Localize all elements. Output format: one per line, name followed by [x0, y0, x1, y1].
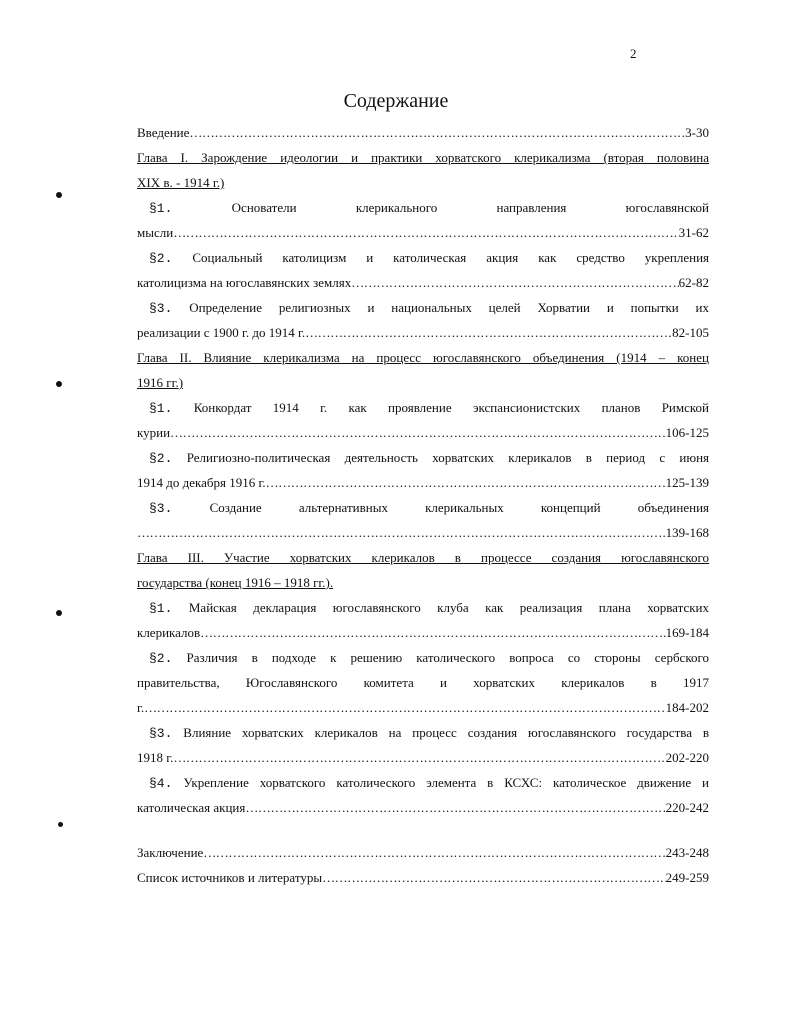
leader-dots	[203, 840, 665, 865]
toc-entry-1-3	[137, 295, 709, 320]
leader-dots	[173, 745, 665, 770]
toc-pages: 249-259	[665, 870, 709, 885]
toc-pages: 125-139	[665, 475, 709, 490]
toc-entry-1-1-cont	[137, 220, 709, 245]
toc-label: Список источников и литературы	[137, 870, 323, 885]
toc-label: Социальный католицизм и католическая акция как средство укрепления	[192, 250, 710, 265]
section-number: §2.	[149, 451, 173, 466]
toc-label: Религиозно-политическая деятельность хорватских клерикалов в период с июня	[186, 450, 709, 465]
chapter-3-title: Глава III. Участие хорватских клерикалов в процессе создания югославянского	[137, 550, 709, 565]
toc-entry-3-1-cont	[137, 620, 709, 645]
leader-dots	[266, 470, 666, 495]
margin-dot-3	[56, 610, 62, 616]
toc-label: Заключение	[137, 845, 204, 860]
toc-entry-2-3	[137, 495, 709, 520]
chapter-3-title-cont: государства (конец 1916 – 1918 гг.).	[137, 575, 334, 590]
leader-dots	[305, 320, 672, 345]
leader-dots	[173, 220, 678, 245]
toc-entry-3-3-cont	[137, 745, 709, 770]
toc-entry-3-2-mid: правительства, Югославянского комитета и хорватских клерикалов в 1917	[137, 675, 709, 690]
toc-pages: 62-82	[678, 275, 709, 290]
leader-dots	[189, 120, 685, 145]
toc-pages: 184-202	[665, 700, 709, 715]
toc-label: Укрепление хорватского католического элемента в КСХС: католическое движение и	[183, 775, 710, 790]
toc-entry-2-1-cont	[137, 420, 709, 445]
chapter-2-title-cont: 1916 гг.)	[137, 375, 184, 390]
section-number: §1.	[149, 601, 173, 616]
section-number: §3.	[149, 726, 173, 741]
toc-pages: 3-30	[685, 125, 709, 140]
toc-label: Майская декларация югославянского клуба как реализация плана хорватских	[188, 600, 709, 615]
toc-pages: 202-220	[665, 750, 709, 765]
toc-label-cont: курии	[137, 425, 171, 440]
chapter-1-title: Глава I. Зарождение идеологии и практики хорватского клерикализма (вторая половина	[137, 150, 709, 165]
toc-label: Различия в подходе к решению католического вопроса со стороны сербского	[186, 650, 709, 665]
toc-entry-2-2-cont	[137, 470, 709, 495]
toc-entry-3-1	[137, 595, 709, 620]
toc-label: Введение	[137, 125, 190, 140]
toc-pages: 82-105	[672, 325, 709, 340]
toc-pages: 31-62	[678, 225, 709, 240]
toc-entry-1-2	[137, 245, 709, 270]
toc-entry-2-2	[137, 445, 709, 470]
toc-label: Влияние хорватских клерикалов на процесс создания югославянского государства в	[183, 725, 710, 740]
toc-label: Определение религиозных и национальных целей Хорватии и попытки их	[189, 300, 710, 315]
toc-pages: 169-184	[665, 625, 709, 640]
section-number: §2.	[149, 251, 173, 266]
toc-entry-1-2-cont	[137, 270, 709, 295]
leader-dots	[200, 620, 665, 645]
spacer	[137, 820, 709, 840]
toc-pages: 220-242	[665, 800, 709, 815]
toc-entry-3-4	[137, 770, 709, 795]
leader-dots	[351, 270, 678, 295]
toc-entry-3-4-cont	[137, 795, 709, 820]
page-number: 2	[630, 46, 637, 61]
section-number: §1.	[149, 201, 173, 216]
toc-entry-3-2-cont	[137, 695, 709, 720]
margin-dot-4	[58, 822, 63, 827]
toc-label-cont: мысли	[137, 225, 174, 240]
toc-entry-3-2	[137, 645, 709, 670]
toc-label-cont: 1918 г.	[137, 750, 174, 765]
toc-label-cont: г.	[137, 700, 145, 715]
toc-pages: 106-125	[665, 425, 709, 440]
toc-pages: 139-168	[665, 525, 709, 540]
toc-label: Создание альтернативных клерикальных концепций объединения	[209, 500, 710, 515]
toc-label-cont: клерикалов	[137, 625, 201, 640]
toc-label-cont: католическая акция	[137, 800, 246, 815]
margin-dot-2	[56, 381, 62, 387]
toc-label-cont: реализации с 1900 г. до 1914 г.	[137, 325, 306, 340]
leader-dots	[144, 695, 666, 720]
leader-dots	[170, 420, 666, 445]
toc-label-cont: католицизма на югославянских землях	[137, 275, 352, 290]
toc-entry-2-3-cont	[137, 520, 709, 545]
toc-entry-2-1	[137, 395, 709, 420]
leader-dots	[137, 520, 666, 545]
table-of-contents	[137, 120, 709, 890]
section-number: §2.	[149, 651, 173, 666]
section-number: §3.	[149, 301, 173, 316]
toc-entry-1-3-cont	[137, 320, 709, 345]
leader-dots	[245, 795, 665, 820]
toc-label: Основатели клерикального направления югославянской	[231, 200, 709, 215]
toc-entry-intro	[137, 120, 709, 145]
toc-entry-conclusion	[137, 840, 709, 865]
toc-pages: 243-248	[665, 845, 709, 860]
chapter-1-title-cont: XIX в. - 1914 г.)	[137, 175, 225, 190]
page-title: Содержание	[343, 90, 449, 112]
section-number: §3.	[149, 501, 173, 516]
margin-dot-1	[56, 192, 62, 198]
toc-entry-sources	[137, 865, 709, 890]
chapter-2-title: Глава II. Влияние клерикализма на процесс югославянского объединения (1914 – конец	[137, 350, 709, 365]
toc-entry-3-3	[137, 720, 709, 745]
toc-label-cont: 1914 до декабря 1916 г.	[137, 475, 266, 490]
section-number: §4.	[149, 776, 173, 791]
section-number: §1.	[149, 401, 173, 416]
leader-dots	[322, 865, 666, 890]
toc-entry-1-1	[137, 195, 709, 220]
toc-label: Конкордат 1914 г. как проявление экспансионистских планов Римской	[193, 400, 710, 415]
